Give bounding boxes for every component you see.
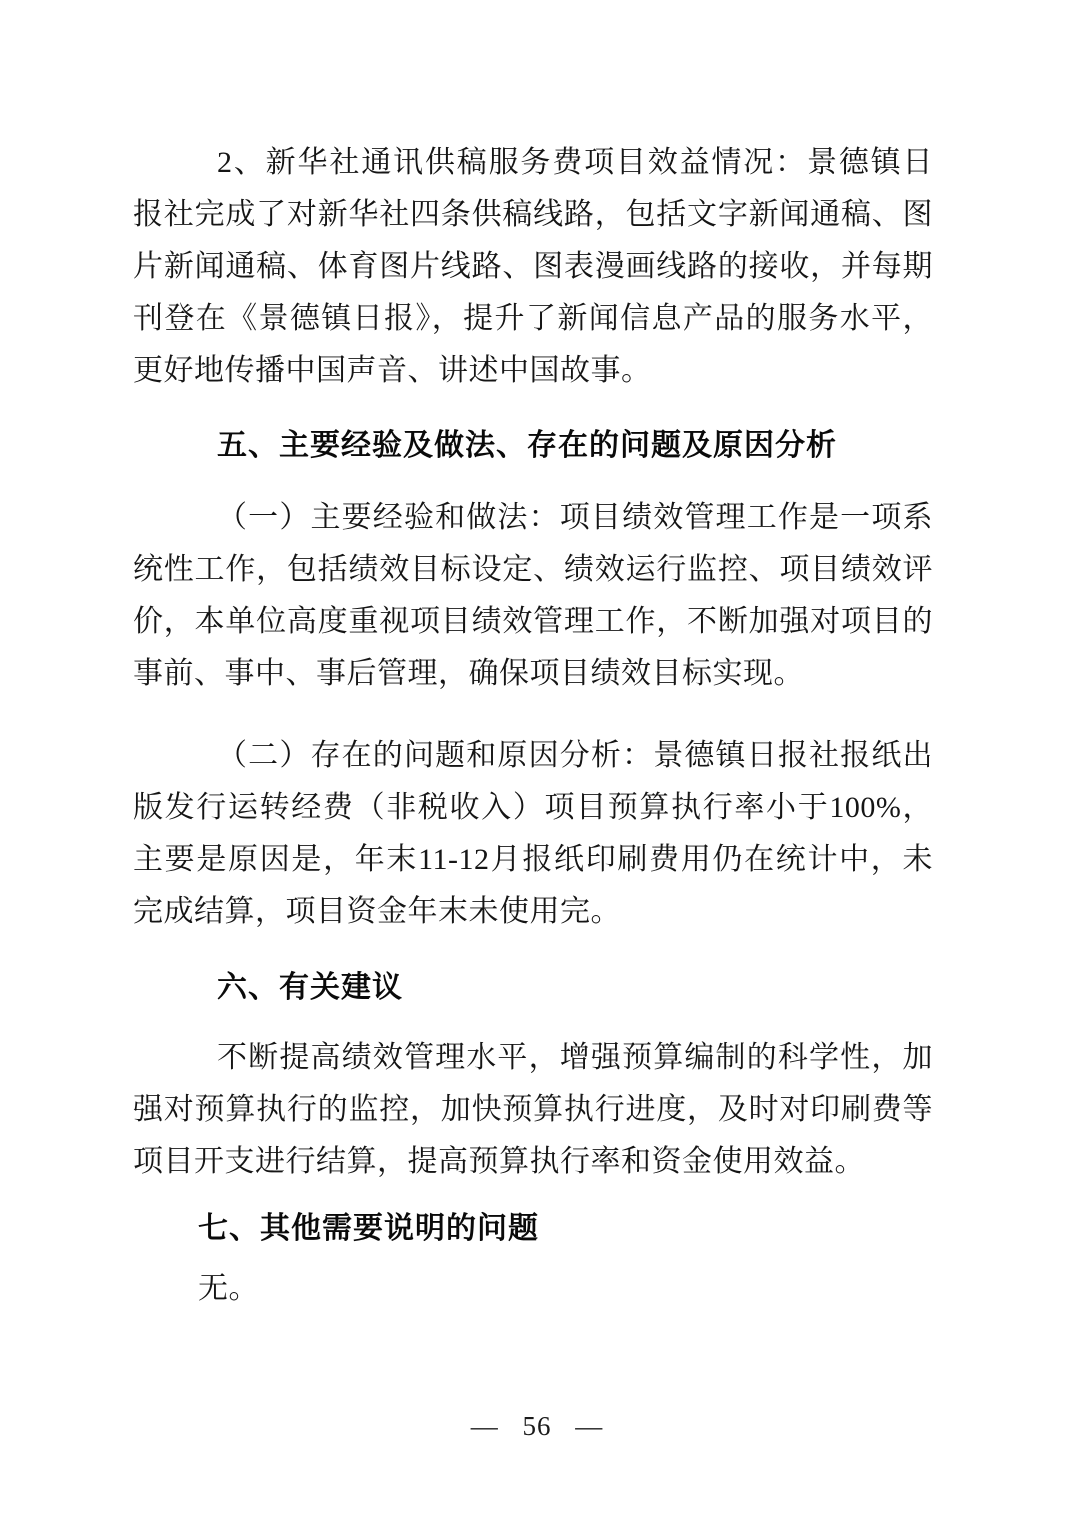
heading-section-seven-other-issues: 七、其他需要说明的问题: [198, 1212, 539, 1245]
heading-section-six-suggestions: 六、有关建议: [217, 971, 403, 1004]
paragraph-xinhua-project-benefit: 2、新华社通讯供稿服务费项目效益情况：景德镇日报社完成了对新华社四条供稿线路，包括文字新闻通稿、图片新闻通稿、体育图片线路、图表漫画线路的接收，并每期刊登在《景德镇日报》，提升了新闻信息产品的服务水平，更好地传播中国声音、讲述中国故事。: [133, 146, 933, 387]
heading-section-five-experience-problems: 五、主要经验及做法、存在的问题及原因分析: [217, 429, 837, 462]
document-content: [133, 0, 933, 1315]
paragraph-suggestions: 不断提高绩效管理水平，增强预算编制的科学性，加强对预算执行的监控，加快预算执行进度，及时对印刷费等项目开支进行结算，提高预算执行率和资金使用效益。: [133, 1041, 933, 1178]
page-number-footer: — 56 —: [470, 1411, 604, 1441]
paragraph-none: 无。: [198, 1272, 259, 1305]
paragraph-main-experience-practices: （一）主要经验和做法：项目绩效管理工作是一项系统性工作，包括绩效目标设定、绩效运行监控、项目绩效评价，本单位高度重视项目绩效管理工作，不断加强对项目的事前、事中、事后管理，确保项目绩效目标实现。: [133, 501, 933, 690]
paragraph-problems-cause-analysis: （二）存在的问题和原因分析：景德镇日报社报纸出版发行运转经费（非税收入）项目预算执行率小于100%，主要是原因是，年末11-12月报纸印刷费用仍在统计中，未完成结算，项目资金年末未使用完。: [133, 739, 933, 928]
